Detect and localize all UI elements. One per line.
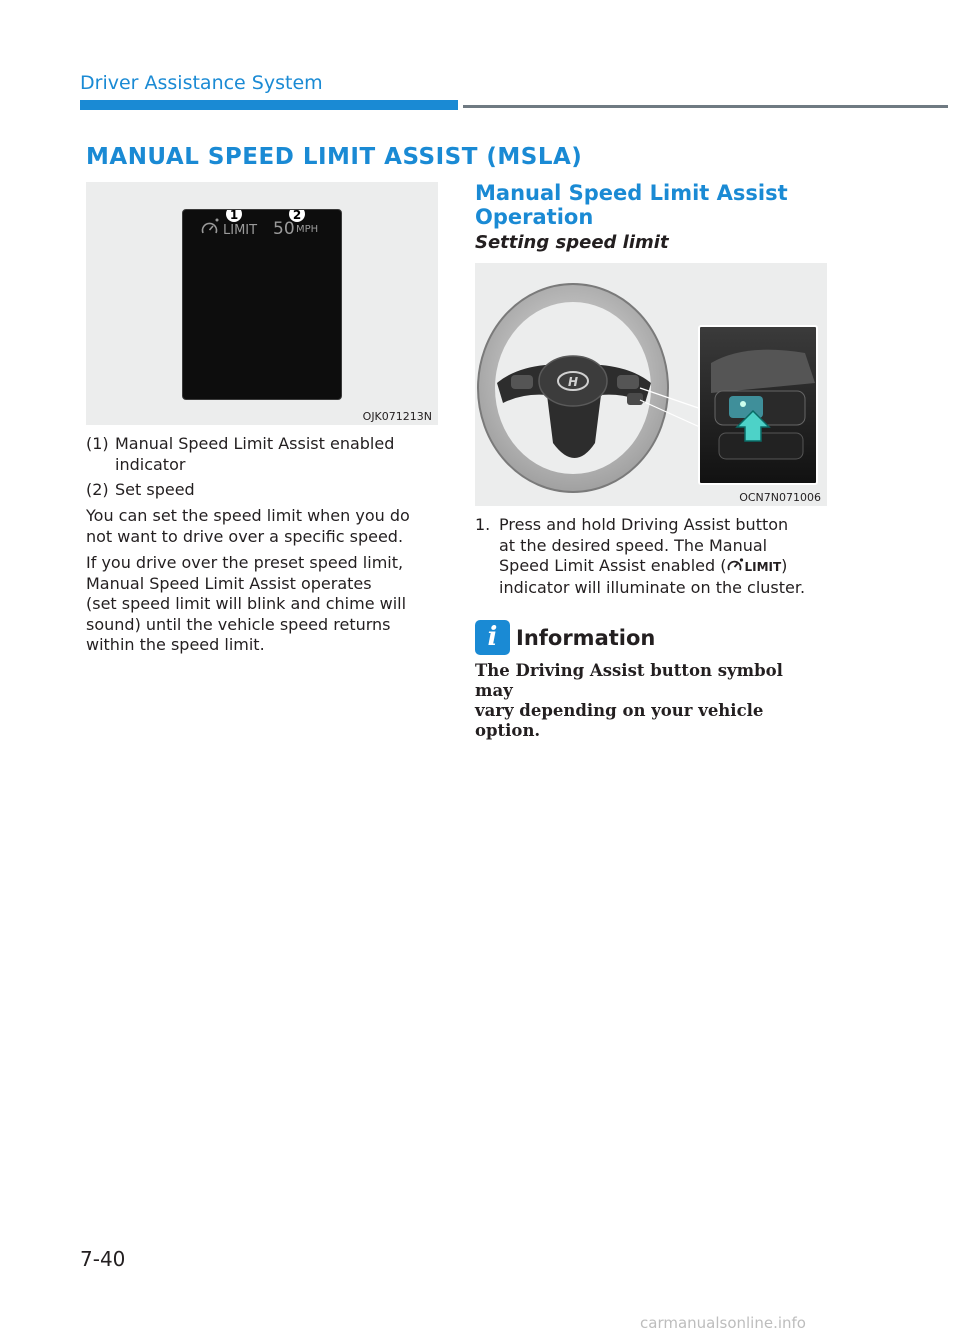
left-spoke-buttons	[511, 375, 533, 389]
page-number: 7-40	[80, 1247, 126, 1271]
p1-line2: not want to drive over a specific speed.	[86, 526, 404, 546]
cluster-screen	[182, 209, 342, 400]
information-icon: i	[475, 620, 510, 655]
legend-item-2	[86, 480, 438, 501]
step-1-line2: at the desired speed. The Manual	[499, 535, 768, 555]
step-1-line3-before: Speed Limit Assist enabled (	[499, 556, 727, 575]
speed-limit-gauge-icon	[726, 557, 744, 573]
legend-item-1-num: (1)	[86, 434, 109, 453]
speed-limit-gauge-icon	[203, 219, 219, 234]
running-header: Driver Assistance System	[80, 72, 323, 94]
steering-wheel-illustration	[475, 263, 827, 506]
legend-item-1-line1: Manual Speed Limit Assist enabled	[115, 434, 395, 453]
paragraph-exceed	[86, 553, 441, 656]
watermark: carmanualsonline.info	[640, 1314, 806, 1332]
operation-title	[475, 181, 788, 229]
step-1	[475, 515, 830, 598]
operation-title-line1: Manual Speed Limit Assist	[475, 181, 788, 205]
information-body-line1: The Driving Assist button symbol may	[475, 661, 783, 700]
cluster-speed-value: 50	[273, 219, 295, 239]
section-title: MANUAL SPEED LIMIT ASSIST (MSLA)	[86, 144, 583, 170]
p2-line2: Manual Speed Limit Assist operates	[86, 573, 372, 593]
figure-steering-wheel	[475, 263, 827, 506]
cluster-top-row	[183, 210, 341, 250]
callout-2-label: 2	[292, 210, 302, 222]
step-1-line3	[499, 556, 830, 578]
operation-title-line2: Operation	[475, 205, 594, 229]
p2-line3: (set speed limit will blink and chime will	[86, 594, 407, 613]
svg-text:H: H	[567, 375, 579, 389]
information-body-line2: vary depending on your vehicle option.	[475, 701, 764, 740]
right-spoke-buttons	[617, 375, 639, 389]
step-1-line3-after: )	[781, 556, 788, 575]
step-1-line1: Press and hold Driving Assist button	[499, 515, 789, 534]
information-body	[475, 661, 825, 741]
step-1-line4: indicator will illuminate on the cluster.	[499, 577, 806, 597]
step-1-num: 1.	[475, 515, 491, 534]
figure-cluster-display	[86, 182, 438, 425]
legend-item-2-num: (2)	[86, 480, 109, 499]
paragraph-set-speed	[86, 506, 441, 547]
header-rule-blue	[80, 100, 458, 110]
information-title: Information	[516, 626, 656, 650]
legend-item-1	[86, 434, 438, 475]
p1-line1: You can set the speed limit when you do	[86, 506, 410, 525]
callout-1-marker	[226, 210, 242, 222]
cluster-speed-unit: MPH	[296, 224, 319, 235]
driving-assist-button-highlight	[729, 396, 763, 418]
legend-item-2-line1: Set speed	[115, 480, 195, 499]
p2-line4: sound) until the vehicle speed returns	[86, 614, 391, 634]
cluster-limit-text: LIMIT	[223, 223, 258, 238]
p2-line5: within the speed limit.	[86, 635, 265, 654]
legend-list	[86, 434, 438, 504]
p2-line1: If you drive over the preset speed limit,	[86, 553, 404, 572]
step-1-limit-icon-text: LIMIT	[744, 560, 782, 574]
legend-item-1-line2: indicator	[115, 454, 186, 474]
figure2-code: OCN7N071006	[739, 491, 821, 504]
figure1-code: OJK071213N	[362, 410, 432, 423]
operation-subtitle: Setting speed limit	[475, 232, 669, 253]
callout-1-label: 1	[229, 210, 239, 222]
header-rule-gray	[463, 105, 948, 108]
